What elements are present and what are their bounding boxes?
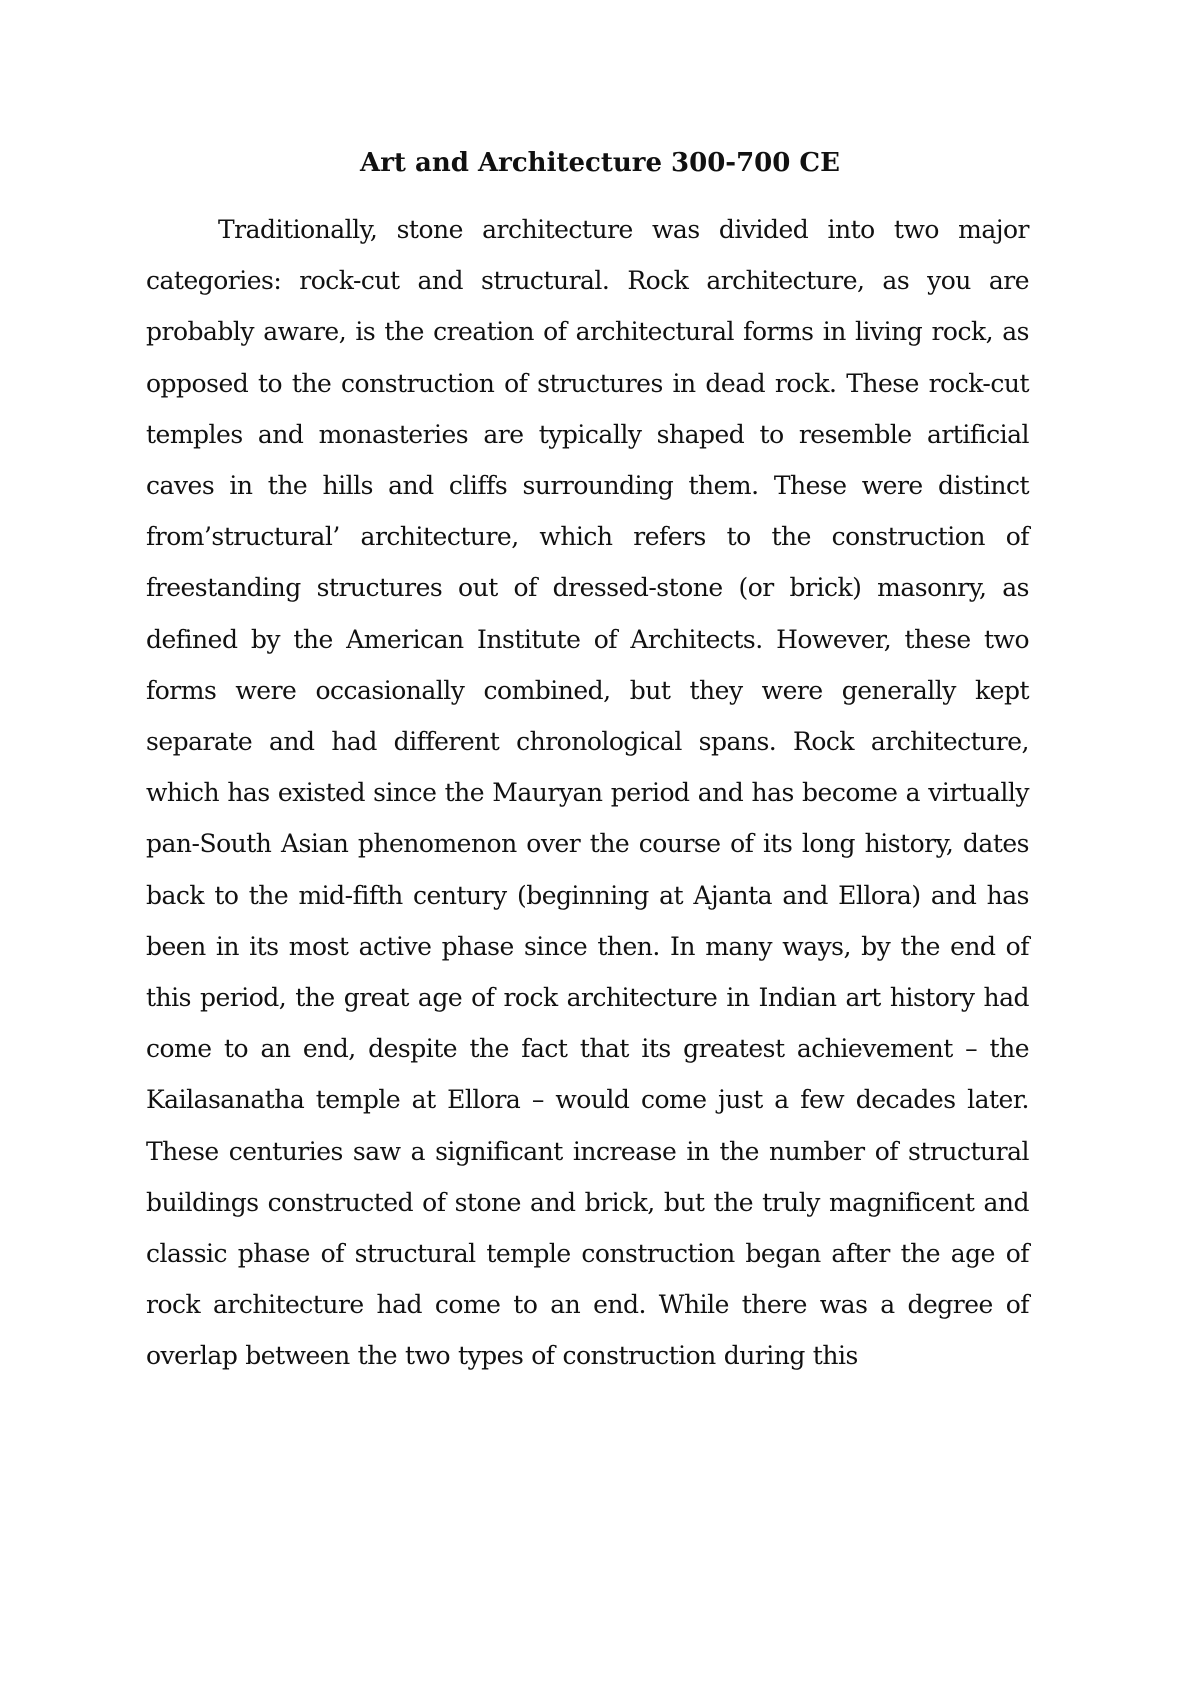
body-paragraph: Traditionally, stone architecture was divided into two major categories: rock-cut and structural. Rock architecture, as you are probably aware, is the creation of architectural forms in living rock, as opposed to the construction of structures in dead rock. These rock-cut temples and monasteries are typically shaped to resemble artificial caves in the hills and cliffs surrounding them. These were distinct from’structural’ architecture, which refers to the construction of freestanding structures out of dressed-stone (or brick) masonry, as defined by the American Institute of Architects. However, these two forms were occasionally combined, but they were generally kept separate and had different chronological spans. Rock architecture, which has existed since the Mauryan period and has become a virtually pan-South Asian phenomenon over the course of its long history, dates back to the mid-fifth century (beginning at Ajanta and Ellora) and has been in its most active phase since then. In many ways, by the end of this period, the great age of rock architecture in Indian art history had come to an end, despite the fact that its greatest achievement – the Kailasanatha temple at Ellora – would come just a few decades later. These centuries saw a significant increase in the number of structural buildings constructed of stone and brick, but the truly magnificent and classic phase of structural temple construction began after the age of rock architecture had come to an end. While there was a degree of overlap between the two types of construction during this [146, 215, 1029, 1371]
document-title: Art and Architecture 300-700 CE [360, 148, 840, 178]
